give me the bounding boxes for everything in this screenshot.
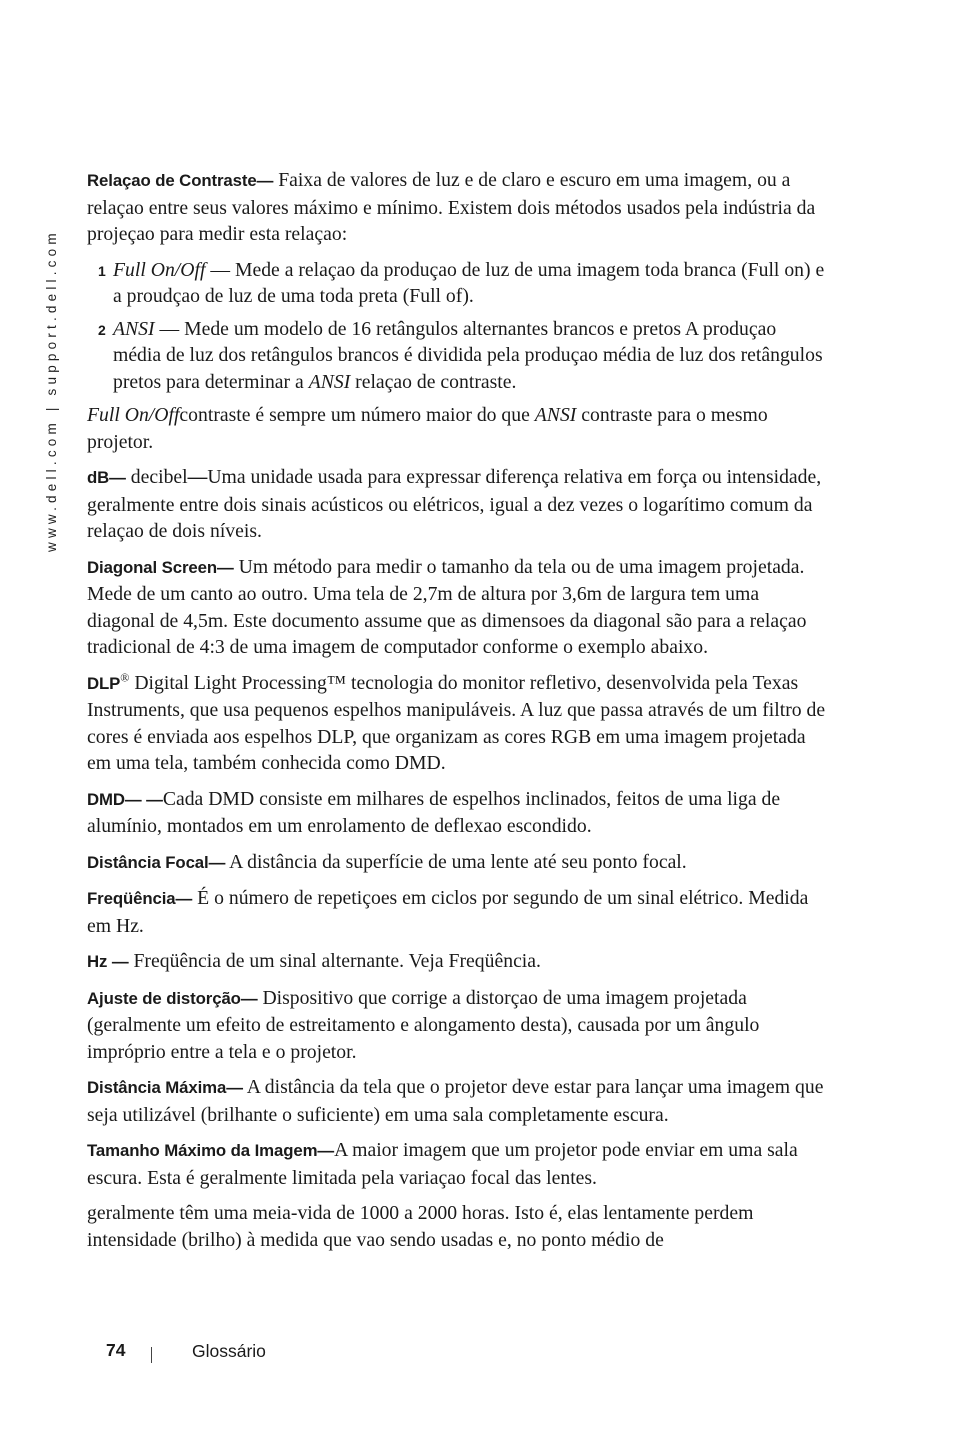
method-text-end: relaçao de contraste. [350, 370, 517, 393]
definition: Freqüência de um sinal alternante. Veja Freqüência. [128, 950, 541, 972]
entry-dlp [87, 670, 827, 777]
term: Freqüência— [87, 889, 193, 908]
paragraph-text: geralmente têm uma meia-vida de 1000 a 2000 horas. Isto é, elas lentamente perdem intensidade (brilho) à medida que vao sendo usadas e, no ponto médio de [87, 1202, 754, 1251]
entry-db [87, 464, 827, 545]
glossary-content [87, 167, 827, 1262]
entry-diagonal-screen [87, 554, 827, 661]
term: Tamanho Máximo da Imagem— [87, 1141, 335, 1160]
method-label-inline: ANSI [308, 370, 351, 393]
entry-fullon-note [87, 402, 827, 455]
term: Relaçao de Contraste— [87, 171, 274, 190]
definition-part: decibel [125, 466, 188, 488]
entry-distancia-maxima [87, 1074, 827, 1128]
sidebar-url: www.dell.com | support.dell.com [44, 229, 59, 552]
page-footer [0, 1338, 954, 1368]
definition: Dispositivo que corrige a distorçao de uma imagem projetada (geralmente um efeito de estreitamento e alongamento desta), causada por um ângulo impróprio entre a tela e o projetor. [87, 986, 760, 1063]
entry-dmd [87, 786, 827, 840]
note-text-end: contraste para o mesmo projetor. [87, 404, 768, 453]
term: DMD— — [87, 789, 163, 809]
note-label-inline: ANSI [534, 404, 577, 426]
list-item [87, 257, 827, 310]
entry-ajuste-distorcao [87, 985, 827, 1066]
note-label: Full On/Off [87, 404, 180, 426]
list-number: 1 [98, 262, 106, 279]
footer-separator [151, 1347, 152, 1363]
entry-hz [87, 948, 827, 976]
note-text: contraste é sempre um número maior do que [179, 404, 535, 426]
entry-distancia-focal [87, 849, 827, 877]
definition: É o número de repetiçoes em ciclos por segundo de um sinal elétrico. Medida em Hz. [87, 887, 809, 937]
section-name: Glossário [192, 1341, 266, 1361]
method-label: Full On/Off [113, 258, 206, 281]
definition: Um método para medir o tamanho da tela ou de uma imagem projetada. Mede de um canto ao outro. Uma tela de 2,7m de altura por 3,6m de largura tem uma diagonal de 4,5m. Este documento assume que as dimensoes da diagonal são para a relaçao tradicional de 4:3 de uma imagem de computador conforme o exemplo abaixo. [87, 555, 807, 658]
definition: Uma unidade usada para expressar diferença relativa em força ou intensidade, geralmente entre dois sinais acústicos ou elétricos, igual a dez vezes o logarítimo comum da relaçao de dois níveis. [87, 466, 822, 542]
term: Diagonal Screen— [87, 557, 234, 577]
list-number: 2 [98, 321, 106, 338]
list-item [87, 316, 827, 396]
term: Distância Máxima— [87, 1078, 243, 1097]
contrast-methods-list [87, 257, 827, 396]
definition: Digital Light Processing™ tecnologia do monitor refletivo, desenvolvida pela Texas Instruments, que usa pequenos espelhos manipuláveis. A luz que passa através de um filtro de cores é enviada aos espelhos DLP, que organizam as cores RGB em uma imagem projetada em uma tela, também conhecida como DMD. [87, 671, 826, 774]
method-text: — Mede a relaçao da produçao de luz de uma imagem toda branca (Full on) e a proudçao de luz de uma toda preta (Full of). [113, 258, 825, 307]
entry-relacao-contraste [87, 167, 827, 248]
definition: Faixa de valores de luz e de claro e escuro em uma imagem, ou a relaçao entre seus valores máximo e mínimo. Existem dois métodos usados pela indústria da projeçao para medir esta relaçao: [87, 169, 816, 245]
term: Hz — [87, 952, 129, 971]
entry-continuation [87, 1200, 827, 1253]
entry-tamanho-maximo [87, 1137, 827, 1191]
registered-mark: ® [120, 669, 130, 684]
definition: A distância da superfície de uma lente até seu ponto focal. [225, 850, 687, 873]
term: dB— [87, 468, 126, 487]
definition: A distância da tela que o projetor deve estar para lançar uma imagem que seja utilizável (brilhante o suficiente) em uma sala completamente escura. [87, 1076, 824, 1126]
page-number: 74 [106, 1340, 126, 1360]
term: Distância Focal— [87, 852, 226, 872]
em-dash: — [187, 466, 208, 488]
definition: A maior imagem que um projetor pode enviar em uma sala escura. Esta é geralmente limitada pela variaçao focal das lentes. [87, 1139, 798, 1189]
entry-frequencia [87, 885, 827, 939]
method-text: — Mede um modelo de 16 retângulos alternantes brancos e pretos A produçao média de luz dos retângulos brancos é dividida pela produçao média de luz dos retângulos pretos para determinar a [113, 317, 823, 393]
definition: Cada DMD consiste em milhares de espelhos inclinados, feitos de uma liga de alumínio, montados em um enrolamento de deflexao escondido. [87, 787, 781, 837]
term: Ajuste de distorção— [87, 988, 258, 1008]
term: DLP [87, 673, 121, 693]
method-label: ANSI [113, 317, 155, 340]
